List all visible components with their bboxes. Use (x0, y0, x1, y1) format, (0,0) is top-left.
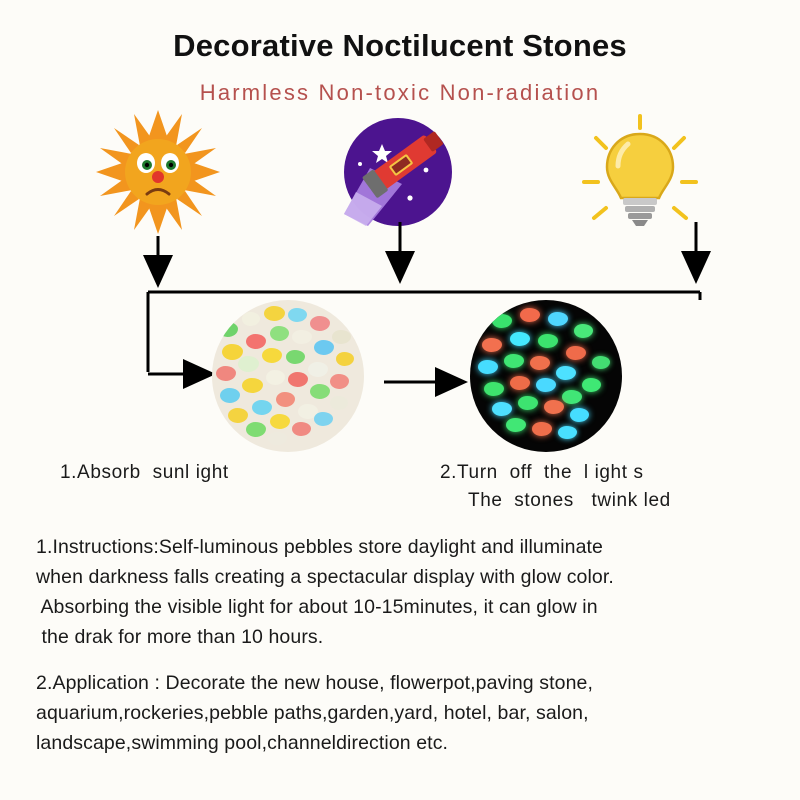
stones-glowing-photo (470, 300, 622, 452)
application-line-2: aquarium,rockeries,pebble paths,garden,yard, hotel, bar, salon, (36, 702, 589, 724)
sun-icon (80, 110, 240, 240)
page-subtitle: Harmless Non-toxic Non-radiation (199, 80, 601, 105)
application-paragraph (36, 668, 776, 758)
instructions-line-2: when darkness falls creating a spectacular display with glow color. (36, 566, 614, 588)
instructions-line-3: Absorbing the visible light for about 10-15minutes, it can glow in (36, 596, 598, 618)
page-title: Decorative Noctilucent Stones (173, 28, 627, 63)
icon-row (0, 110, 800, 240)
stones-daylight-photo (212, 300, 364, 452)
application-line-1: 2.Application : Decorate the new house, flowerpot,paving stone, (36, 672, 593, 694)
step-1-caption: 1.Absorb sunl ight (60, 462, 229, 483)
uv-flashlight-icon (318, 110, 478, 240)
instructions-paragraph (36, 532, 776, 652)
instructions-line-4: the drak for more than 10 hours. (36, 626, 324, 648)
step-2-subcaption: The stones twink led (468, 490, 671, 511)
light-bulb-icon (560, 110, 720, 240)
application-line-3: landscape,swimming pool,channeldirection etc. (36, 732, 449, 754)
instructions-line-1: 1.Instructions:Self-luminous pebbles store daylight and illuminate (36, 536, 603, 558)
step-2-caption: 2.Turn off the l ight s (440, 462, 644, 483)
